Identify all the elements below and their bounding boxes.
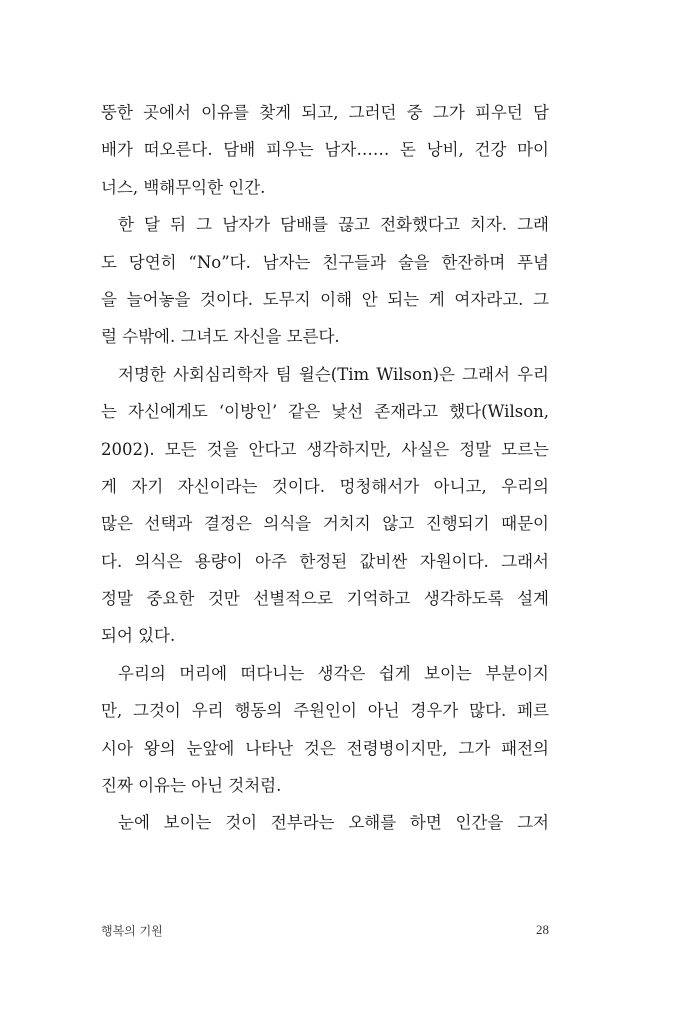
text-line: 도 당연히 “No”다. 남자는 친구들과 술을 한잔하며 푸념 [101, 252, 549, 272]
text-line: 뚱한 곳에서 이유를 찾게 되고, 그러던 중 그가 피우던 담 [101, 103, 549, 122]
text-line: 저명한 사회심리학자 팀 윌슨(Tim Wilson)은 그래서 우리 [118, 364, 549, 384]
page-footer [101, 922, 549, 942]
text-line: 진짜 이유는 아닌 것처럼. [101, 776, 282, 796]
text-line: 많은 선택과 결정은 의식을 거치지 않고 진행되기 때문이 [101, 514, 549, 534]
text-line: 는 자신에게도 ‘이방인’ 같은 낯선 존재라고 했다(Wilson, [101, 402, 549, 422]
text-line: 럴 수밖에. 그녀도 자신을 모른다. [101, 327, 340, 347]
text-line: 만, 그것이 우리 행동의 주원인이 아닌 경우가 많다. 페르 [101, 701, 549, 721]
text-line: 되어 있다. [101, 626, 176, 646]
text-line: 을 늘어놓을 것이다. 도무지 이해 안 되는 게 여자라고. 그 [101, 289, 549, 309]
text-line: 시아 왕의 눈앞에 나타난 것은 전령병이지만, 그가 패전의 [101, 738, 549, 758]
text-line: 배가 떠오른다. 담배 피우는 남자…… 돈 낭비, 건강 마이 [101, 140, 549, 160]
body-text [101, 94, 549, 842]
text-line: 게 자기 자신이라는 것이다. 멍청해서가 아니고, 우리의 [101, 476, 549, 496]
page-number: 28 [536, 922, 549, 937]
text-line: 2002). 모든 것을 안다고 생각하지만, 사실은 정말 모르는 [101, 439, 549, 459]
running-book-title: 행복의 기원 [101, 924, 163, 938]
text-line: 눈에 보이는 것이 전부라는 오해를 하면 인간을 그저 [118, 813, 549, 833]
text-line: 너스, 백해무익한 인간. [101, 177, 266, 197]
text-line: 우리의 머리에 떠다니는 생각은 쉽게 보이는 부분이지 [118, 663, 549, 683]
text-line: 한 달 뒤 그 남자가 담배를 끊고 전화했다고 치자. 그래 [118, 215, 549, 235]
text-line: 다. 의식은 용량이 아주 한정된 값비싼 자원이다. 그래서 [101, 551, 549, 571]
text-line: 정말 중요한 것만 선별적으로 기억하고 생각하도록 설계 [101, 589, 549, 609]
